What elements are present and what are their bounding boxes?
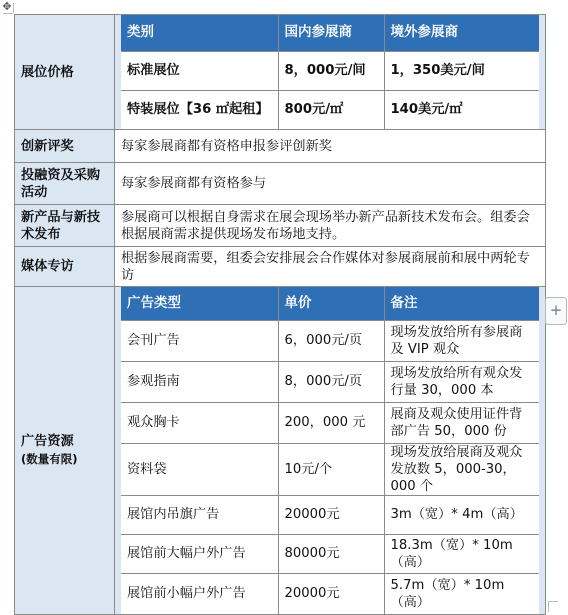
ad-type: 展馆前小幅户外广告	[121, 573, 278, 614]
table-row	[121, 534, 539, 573]
ads-label-cell	[15, 287, 115, 615]
booth-type-standard: 标准展位	[121, 51, 278, 90]
ad-price: 8，000元/页	[278, 361, 384, 402]
investment-desc: 每家参展商都有资格参与	[115, 163, 546, 205]
booth-price-row	[15, 15, 546, 130]
booth-type-special: 特装展位【36 ㎡起租】	[121, 90, 278, 129]
ads-sublabel: (数量有限)	[21, 452, 78, 466]
innovation-label: 创新评奖	[15, 130, 115, 163]
innovation-desc: 每家参展商都有资格申报参评创新奖	[115, 130, 546, 163]
ad-type: 展馆内吊旗广告	[121, 495, 278, 534]
page-corner-mark	[548, 602, 549, 612]
ad-price: 200，000 元	[278, 402, 384, 443]
ads-table	[121, 287, 539, 614]
launch-label: 新产品与新技术发布	[15, 205, 115, 247]
ad-remark: 现场发放给所有参展商及 VIP 观众	[384, 320, 539, 361]
table-row	[121, 51, 539, 90]
page-corner-mark	[13, 3, 14, 13]
ad-type: 资料袋	[121, 443, 278, 495]
domestic-price: 8，000元/间	[278, 51, 384, 90]
innovation-row	[15, 130, 546, 163]
exhibition-info-table	[14, 14, 546, 615]
ads-label: 广告资源	[21, 434, 74, 449]
domestic-price: 800元/㎡	[278, 90, 384, 129]
table-row	[121, 361, 539, 402]
ad-price: 80000元	[278, 534, 384, 573]
ad-remark: 展商及观众使用证件背部广告 50，000 份	[384, 402, 539, 443]
page-corner-mark	[3, 13, 13, 14]
ad-price: 10元/个	[278, 443, 384, 495]
overseas-price: 1，350美元/间	[384, 51, 539, 90]
col-header-ad-type: 广告类型	[121, 287, 278, 320]
investment-row	[15, 163, 546, 205]
table-row	[121, 90, 539, 129]
table-row	[121, 320, 539, 361]
ad-remark: 现场发放给所有观众发行量 30，000 本	[384, 361, 539, 402]
media-desc: 根据参展商需要，组委会安排展会合作媒体对参展商展前和展中两轮专访	[115, 247, 546, 287]
booth-price-header	[121, 15, 539, 51]
add-column-plus-icon[interactable]: +	[545, 297, 567, 325]
move-cross-icon[interactable]: ✥	[2, 0, 12, 13]
table-row	[121, 573, 539, 614]
ad-price: 20000元	[278, 573, 384, 614]
media-row	[15, 247, 546, 287]
ad-remark: 5.7m（宽）* 10m（高）	[384, 573, 539, 614]
ad-type: 展馆前大幅户外广告	[121, 534, 278, 573]
media-label: 媒体专访	[15, 247, 115, 287]
col-header-remark: 备注	[384, 287, 539, 320]
booth-price-table	[121, 15, 539, 129]
ads-row	[15, 287, 546, 615]
table-row	[121, 495, 539, 534]
col-header-domestic: 国内参展商	[278, 15, 384, 51]
ad-price: 20000元	[278, 495, 384, 534]
launch-row	[15, 205, 546, 247]
col-header-overseas: 境外参展商	[384, 15, 539, 51]
page-corner-mark	[548, 601, 558, 602]
table-row	[121, 402, 539, 443]
ad-type: 会刊广告	[121, 320, 278, 361]
ad-type: 参观指南	[121, 361, 278, 402]
investment-label: 投融资及采购活动	[15, 163, 115, 205]
col-header-unit-price: 单价	[278, 287, 384, 320]
col-header-category: 类别	[121, 15, 278, 51]
ads-header	[121, 287, 539, 320]
overseas-price: 140美元/㎡	[384, 90, 539, 129]
launch-desc: 参展商可以根据自身需求在展会现场举办新产品新技术发布会。组委会根据展商需求提供现场发布场地支持。	[115, 205, 546, 247]
table-row	[121, 443, 539, 495]
ad-remark: 现场发放给展商及观众发放数 5，000-30，000 个	[384, 443, 539, 495]
booth-price-label: 展位价格	[15, 15, 115, 130]
ad-remark: 18.3m（宽）* 10m（高）	[384, 534, 539, 573]
ad-type: 观众胸卡	[121, 402, 278, 443]
ad-remark: 3m（宽）* 4m（高）	[384, 495, 539, 534]
ad-price: 6，000元/页	[278, 320, 384, 361]
